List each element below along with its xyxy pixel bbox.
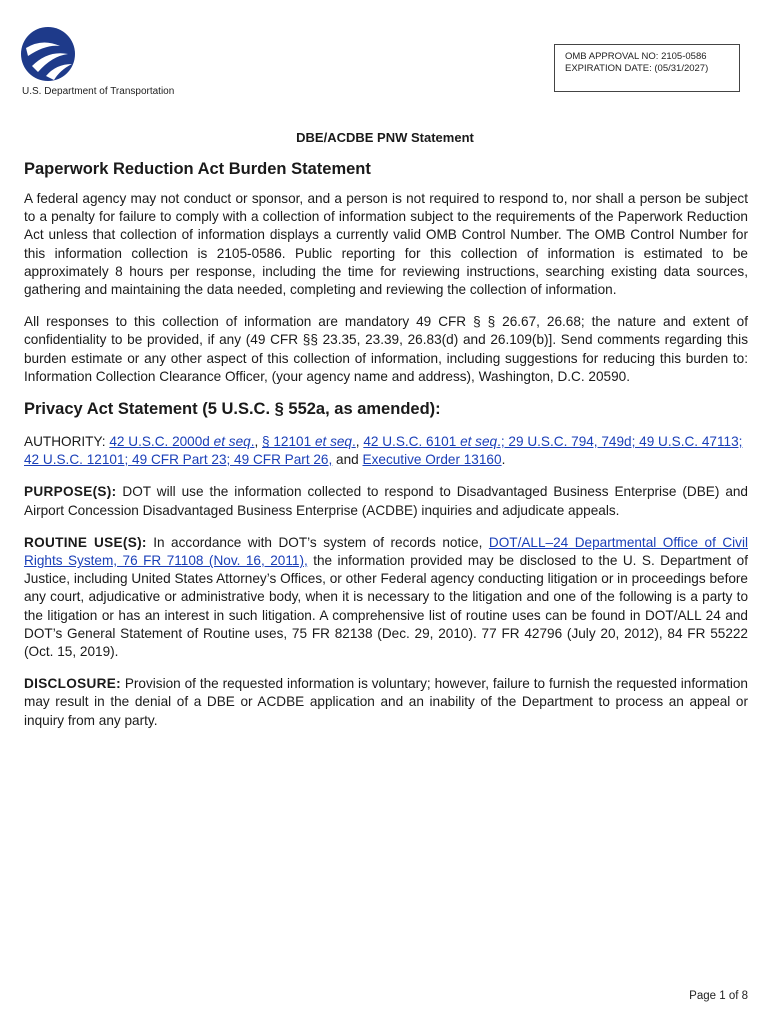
purpose-label: PURPOSE(S):: [24, 484, 117, 500]
document-body: [24, 160, 748, 744]
document-title: DBE/ACDBE PNW Statement: [296, 130, 474, 145]
paperwork-paragraph-1: A federal agency may not conduct or sponsor, and a person is not required to respond to, nor shall a person be subject to a penalty for failure to comply with a collection of information subject to the requirements of the Paperwork Reduction Act unless that collection of information displays a currently valid OMB Control Number. The OMB Control Number for this information collection is 2105-0586. Public reporting for this collection of information is estimated to be approximately 8 hours per response, including the time for reviewing instructions, searching existing data sources, gathering and maintaining the data needed, completing and reviewing the collection of information.: [24, 191, 748, 298]
omb-box: [554, 44, 740, 92]
sorn-link[interactable]: DOT/ALL–24 Departmental Office of Civil Rights System, 76 FR 71108 (Nov. 16, 2011),: [24, 534, 748, 569]
privacy-heading: Privacy Act Statement (5 U.S.C. § 552a, as amended):: [24, 400, 441, 419]
authority-link-2000d[interactable]: 42 U.S.C. 2000d et seq.: [109, 434, 255, 450]
disclosure-label: DISCLOSURE:: [24, 676, 121, 692]
purpose-paragraph: PURPOSE(S): DOT will use the information collected to respond to Disadvantaged Business Enterprise (DBE) and Airport Concession Disadvantaged Business Enterprise (ACDBE) inquiries and adjudicate appeals.: [24, 484, 748, 518]
disclosure-paragraph: DISCLOSURE: Provision of the requested information is voluntary; however, failure to furnish the requested information may result in the denial of a DBE or ACDBE application and an inability of the Department to process an appeal or inquiry from any party.: [24, 676, 748, 728]
routine-use-label: ROUTINE USE(S):: [24, 534, 147, 550]
omb-expiration-date: EXPIRATION DATE: (05/31/2027): [565, 63, 709, 74]
authority-label: AUTHORITY:: [24, 434, 106, 450]
authority-paragraph: AUTHORITY: 42 U.S.C. 2000d et seq., § 12101 et seq., 42 U.S.C. 6101 et seq.; 29 U.S.C. 794, 749d; 49 U.S.C. 47113; 42 U.S.C. 12101; 49 CFR Part 23; 49 CFR Part 26, and Executive Order 13160.: [24, 434, 743, 468]
routine-use-paragraph: ROUTINE USE(S): In accordance with DOT’s system of records notice, DOT/ALL–24 Departmental Office of Civil Rights System, 76 FR 71108 (Nov. 16, 2011), the information provided may be disclosed to the U. S. Department of Justice, including United States Attorney’s Offices, or other Federal agency conducting litigation or in proceedings before any court, adjudicative or administrative body, when it is necessary to the litigation and one of the following is a party to the litigation or has an interest in such litigation. A comprehensive list of routine uses can be found in DOT/ALL 24 and DOT’s General Statement of Routine uses, 75 FR 82138 (Dec. 29, 2010). 77 FR 42796 (July 20, 2012), 84 FR 55222 (Oct. 15, 2019).: [24, 534, 748, 660]
executive-order-link[interactable]: Executive Order 13160: [362, 452, 502, 468]
paperwork-heading: Paperwork Reduction Act Burden Statement: [24, 160, 371, 178]
page-number: Page 1 of 8: [689, 990, 748, 1002]
paperwork-paragraph-2: All responses to this collection of information are mandatory 49 CFR § § 26.67, 26.68; the nature and extent of confidentiality to be provided, if any (49 CFR §§ 23.35, 23.39, 26.83(d) and 26.109(b)]. Send comments regarding this burden estimate or any other aspect of this collection of information, including suggestions for reducing this burden to: Information Collection Clearance Officer, (your agency name and address), Washington, D.C. 20590.: [24, 314, 748, 384]
authority-link-statutes[interactable]: 42 U.S.C. 6101 et seq.; 29 U.S.C. 794, 749d; 49 U.S.C. 47113; 42 U.S.C. 12101; 49 CFR Part 23; 49 CFR Part 26,: [24, 434, 743, 468]
omb-approval-number: OMB APPROVAL NO: 2105-0586: [565, 51, 707, 62]
agency-name: U.S. Department of Transportation: [22, 86, 175, 97]
authority-link-12101[interactable]: § 12101 et seq.: [262, 434, 356, 450]
dot-logo-icon: [20, 26, 76, 82]
